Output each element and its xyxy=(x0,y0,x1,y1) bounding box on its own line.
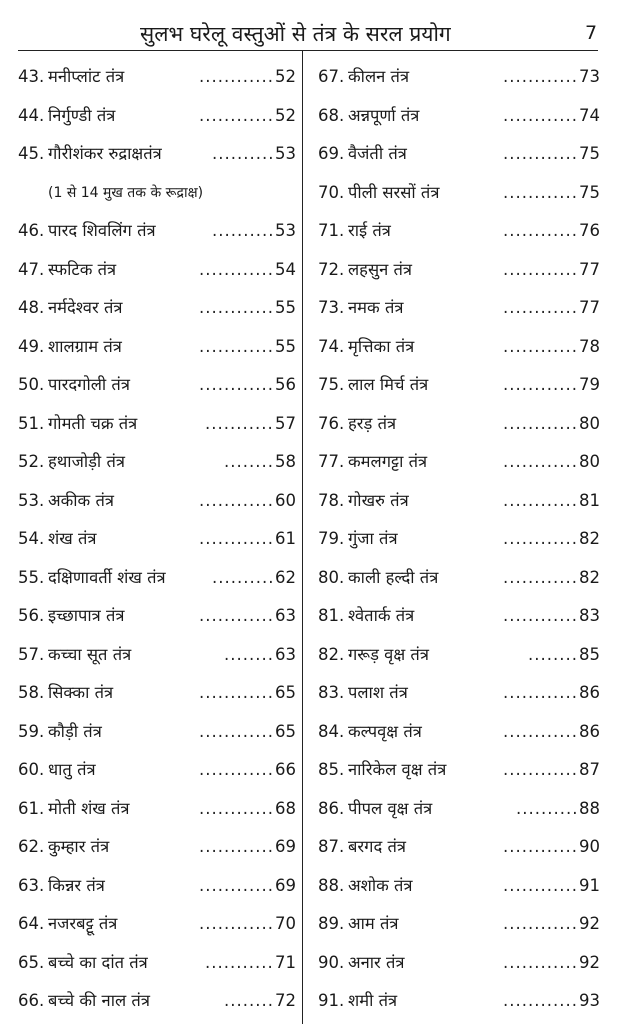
toc-entry xyxy=(18,636,296,675)
toc-entry-number: 78. xyxy=(318,490,345,510)
toc-entry-page: 80 xyxy=(579,413,600,433)
toc-entry xyxy=(18,289,296,328)
toc-entry xyxy=(318,520,600,559)
toc-leader-dots: ............ xyxy=(199,875,274,895)
toc-entry-number: 76. xyxy=(318,413,345,433)
toc-leader-dots: ............ xyxy=(503,952,578,972)
toc-entry-number: 85. xyxy=(318,760,345,779)
toc-entry-title: कीलन तंत्र xyxy=(348,67,410,86)
toc-entry xyxy=(18,828,296,867)
toc-entry-page: 54 xyxy=(275,259,296,279)
toc-leader-dots: ............ xyxy=(503,144,578,163)
toc-entry-page: 69 xyxy=(275,875,296,895)
toc-leader-dots: ............ xyxy=(199,259,274,279)
toc-entry-page: 52 xyxy=(275,67,296,86)
toc-entry-number: 90. xyxy=(318,952,345,972)
toc-entry xyxy=(318,636,600,675)
toc-leader-dots: ............ xyxy=(199,683,274,702)
header-rule xyxy=(18,50,598,51)
toc-entry-page: 93 xyxy=(579,991,600,1010)
toc-leader-dots: ........ xyxy=(224,452,274,471)
toc-entry-title: लहसुन तंत्र xyxy=(348,259,413,279)
toc-entry xyxy=(318,674,600,713)
toc-entry-page: 53 xyxy=(275,144,296,163)
toc-entry-number: 49. xyxy=(18,336,45,356)
toc-entry-page: 92 xyxy=(579,952,600,972)
toc-entry-title: गौरीशंकर रुद्राक्षतंत्र xyxy=(48,144,162,163)
toc-right-column xyxy=(318,58,600,1021)
toc-entry xyxy=(18,482,296,521)
toc-entry-title: मोती शंख तंत्र xyxy=(48,798,130,818)
toc-entry-number: 86. xyxy=(318,798,345,818)
toc-entry-page: 73 xyxy=(579,67,600,86)
toc-entry xyxy=(318,597,600,636)
toc-entry-number: 47. xyxy=(18,259,45,279)
toc-leader-dots: ............ xyxy=(503,606,578,625)
toc-entry-title: नर्मदेश्वर तंत्र xyxy=(48,298,123,317)
toc-entry-page: 66 xyxy=(275,760,296,779)
toc-entry-page: 68 xyxy=(275,798,296,818)
toc-entry-number: 75. xyxy=(318,375,345,394)
toc-entry-title: पारदगोली तंत्र xyxy=(48,375,130,394)
toc-entry xyxy=(318,289,600,328)
toc-leader-dots: ............ xyxy=(199,798,274,818)
toc-entry-number: 84. xyxy=(318,721,345,741)
toc-entry-number: 46. xyxy=(18,221,45,240)
toc-entry-page: 53 xyxy=(275,221,296,240)
toc-entry-number: 45. xyxy=(18,144,45,163)
toc-entry-page: 82 xyxy=(579,529,600,548)
toc-entry xyxy=(318,251,600,290)
toc-entry xyxy=(318,905,600,944)
toc-note xyxy=(18,174,296,213)
toc-leader-dots: ............ xyxy=(503,105,578,125)
toc-entry-title: अन्नपूर्णा तंत्र xyxy=(348,105,420,125)
toc-entry-page: 91 xyxy=(579,875,600,895)
toc-leader-dots: ............ xyxy=(199,490,274,510)
toc-entry-title: हरड़ तंत्र xyxy=(348,413,397,433)
toc-entry-number: 70. xyxy=(318,182,345,202)
toc-leader-dots: ............ xyxy=(199,67,274,86)
toc-entry-number: 81. xyxy=(318,606,345,625)
toc-entry-title: हथाजोड़ी तंत्र xyxy=(48,452,125,471)
toc-entry-page: 86 xyxy=(579,721,600,741)
toc-leader-dots: ............ xyxy=(503,375,578,394)
toc-entry-number: 55. xyxy=(18,567,45,587)
toc-leader-dots: ............ xyxy=(503,991,578,1010)
toc-note-text: (1 से 14 मुख तक के रूद्राक्ष) xyxy=(48,184,204,201)
toc-entry-page: 52 xyxy=(275,105,296,125)
toc-entry-page: 57 xyxy=(275,413,296,433)
toc-entry xyxy=(18,97,296,136)
toc-leader-dots: ............ xyxy=(503,529,578,548)
toc-entry-title: गुंजा तंत्र xyxy=(348,529,398,548)
toc-entry xyxy=(18,982,296,1021)
toc-leader-dots: .......... xyxy=(212,144,275,163)
toc-entry-title: गरूड़ वृक्ष तंत्र xyxy=(348,644,429,664)
toc-entry-number: 82. xyxy=(318,644,345,664)
toc-entry-title: पारद शिवलिंग तंत्र xyxy=(48,221,156,240)
toc-entry xyxy=(318,867,600,906)
toc-entry-number: 54. xyxy=(18,529,45,548)
toc-entry-page: 81 xyxy=(579,490,600,510)
toc-entry-title: पीली सरसों तंत्र xyxy=(348,182,440,202)
toc-entry-title: अकीक तंत्र xyxy=(48,490,114,510)
toc-entry-title: दक्षिणावर्ती शंख तंत्र xyxy=(48,567,166,587)
toc-entry xyxy=(318,751,600,790)
toc-entry-page: 87 xyxy=(579,760,600,779)
toc-entry-number: 72. xyxy=(318,259,345,279)
toc-leader-dots: ............ xyxy=(503,413,578,433)
toc-entry-number: 89. xyxy=(318,914,345,933)
toc-entry xyxy=(318,135,600,174)
toc-entry-title: कच्चा सूत तंत्र xyxy=(48,644,132,664)
toc-entry-page: 60 xyxy=(275,490,296,510)
toc-entry-number: 87. xyxy=(318,837,345,856)
toc-leader-dots: ............ xyxy=(199,105,274,125)
toc-leader-dots: .......... xyxy=(212,221,275,240)
toc-entry-number: 83. xyxy=(318,683,345,702)
toc-leader-dots: ............ xyxy=(503,914,578,933)
toc-entry-title: किन्नर तंत्र xyxy=(48,875,105,895)
toc-entry-title: इच्छापात्र तंत्र xyxy=(48,606,125,625)
toc-entry xyxy=(18,944,296,983)
toc-entry-number: 80. xyxy=(318,567,345,587)
toc-entry-page: 79 xyxy=(579,375,600,394)
toc-entry-title: मृत्तिका तंत्र xyxy=(348,336,415,356)
toc-entry-title: शालग्राम तंत्र xyxy=(48,336,122,356)
toc-entry-number: 58. xyxy=(18,683,45,702)
toc-leader-dots: ............ xyxy=(199,721,274,741)
toc-leader-dots: ........ xyxy=(528,644,578,664)
toc-entry-title: नमक तंत्र xyxy=(348,298,404,317)
toc-entry-title: कुम्हार तंत्र xyxy=(48,837,110,856)
toc-entry-title: श्वेतार्क तंत्र xyxy=(348,606,415,625)
toc-entry-page: 76 xyxy=(579,221,600,240)
toc-entry-number: 74. xyxy=(318,336,345,356)
toc-entry-number: 61. xyxy=(18,798,45,818)
toc-entry xyxy=(18,597,296,636)
toc-entry-number: 48. xyxy=(18,298,45,317)
toc-entry xyxy=(318,944,600,983)
toc-leader-dots: ........... xyxy=(205,952,274,972)
toc-entry-number: 63. xyxy=(18,875,45,895)
toc-entry xyxy=(318,328,600,367)
toc-left-column xyxy=(18,58,296,1021)
toc-leader-dots: ............ xyxy=(199,837,274,856)
toc-leader-dots: ............ xyxy=(503,259,578,279)
toc-leader-dots: ............ xyxy=(199,298,274,317)
toc-entry xyxy=(318,790,600,829)
toc-entry xyxy=(318,212,600,251)
toc-entry-page: 80 xyxy=(579,452,600,471)
toc-entry-number: 52. xyxy=(18,452,45,471)
toc-entry-number: 68. xyxy=(318,105,345,125)
toc-entry-page: 69 xyxy=(275,837,296,856)
toc-entry-page: 55 xyxy=(275,336,296,356)
toc-entry xyxy=(18,674,296,713)
toc-leader-dots: ............ xyxy=(503,837,578,856)
toc-leader-dots: ........ xyxy=(224,644,274,664)
toc-entry xyxy=(318,58,600,97)
column-divider xyxy=(302,51,303,1024)
toc-entry-title: धातु तंत्र xyxy=(48,760,96,779)
toc-entry-number: 57. xyxy=(18,644,45,664)
toc-leader-dots: ............ xyxy=(503,721,578,741)
toc-entry-page: 85 xyxy=(579,644,600,664)
toc-entry xyxy=(18,58,296,97)
toc-entry-title: कौड़ी तंत्र xyxy=(48,721,102,741)
toc-entry xyxy=(18,751,296,790)
toc-leader-dots: ............ xyxy=(503,760,578,779)
toc-entry xyxy=(18,905,296,944)
toc-entry-page: 74 xyxy=(579,105,600,125)
toc-entry-title: काली हल्दी तंत्र xyxy=(348,567,439,587)
toc-leader-dots: ............ xyxy=(199,914,274,933)
toc-entry-page: 61 xyxy=(275,529,296,548)
toc-leader-dots: ............ xyxy=(503,182,578,202)
toc-entry xyxy=(318,482,600,521)
page-header xyxy=(0,0,617,48)
toc-entry-title: वैजंती तंत्र xyxy=(348,144,407,163)
toc-entry-number: 64. xyxy=(18,914,45,933)
toc-entry xyxy=(18,443,296,482)
toc-entry-page: 56 xyxy=(275,375,296,394)
toc-entry-number: 91. xyxy=(318,991,345,1010)
toc-entry xyxy=(18,713,296,752)
toc-entry-page: 82 xyxy=(579,567,600,587)
toc-entry xyxy=(18,251,296,290)
toc-entry xyxy=(318,559,600,598)
toc-entry-title: अशोक तंत्र xyxy=(348,875,413,895)
toc-entry xyxy=(18,212,296,251)
toc-entry-page: 92 xyxy=(579,914,600,933)
toc-entry-title: सिक्का तंत्र xyxy=(48,683,114,702)
toc-entry-page: 75 xyxy=(579,144,600,163)
toc-entry-title: गोखरु तंत्र xyxy=(348,490,409,510)
toc-entry-page: 65 xyxy=(275,683,296,702)
toc-entry-number: 88. xyxy=(318,875,345,895)
toc-entry-page: 78 xyxy=(579,336,600,356)
toc-entry-title: कल्पवृक्ष तंत्र xyxy=(348,721,422,741)
toc-entry-page: 77 xyxy=(579,298,600,317)
toc-entry-number: 50. xyxy=(18,375,45,394)
page-number: 7 xyxy=(585,22,598,44)
toc-entry-title: मनीप्लांट तंत्र xyxy=(48,67,125,86)
toc-entry-title: स्फटिक तंत्र xyxy=(48,259,117,279)
toc-entry xyxy=(318,97,600,136)
toc-entry-number: 69. xyxy=(318,144,345,163)
toc-entry-page: 62 xyxy=(275,567,296,587)
toc-leader-dots: ............ xyxy=(503,567,578,587)
toc-entry-number: 77. xyxy=(318,452,345,471)
toc-entry-number: 67. xyxy=(318,67,345,86)
toc-entry xyxy=(318,405,600,444)
toc-entry-number: 43. xyxy=(18,67,45,86)
toc-entry-number: 73. xyxy=(318,298,345,317)
toc-entry-number: 59. xyxy=(18,721,45,741)
toc-entry xyxy=(318,713,600,752)
toc-entry-number: 62. xyxy=(18,837,45,856)
toc-entry xyxy=(18,790,296,829)
toc-entry-title: शंख तंत्र xyxy=(48,529,97,548)
toc-leader-dots: ............ xyxy=(199,336,274,356)
toc-entry-title: नारिकेल वृक्ष तंत्र xyxy=(348,760,447,779)
toc-entry-title: अनार तंत्र xyxy=(348,952,405,972)
toc-entry-number: 60. xyxy=(18,760,45,779)
toc-entry-title: शमी तंत्र xyxy=(348,991,398,1010)
toc-entry-page: 90 xyxy=(579,837,600,856)
toc-entry-page: 58 xyxy=(275,452,296,471)
toc-entry xyxy=(18,405,296,444)
toc-entry-page: 77 xyxy=(579,259,600,279)
toc-entry-page: 65 xyxy=(275,721,296,741)
toc-leader-dots: ............ xyxy=(503,490,578,510)
toc-entry xyxy=(318,366,600,405)
toc-entry xyxy=(18,520,296,559)
toc-leader-dots: .......... xyxy=(516,798,579,818)
toc-entry-title: नजरबट्टू तंत्र xyxy=(48,914,118,933)
toc-entry-page: 88 xyxy=(579,798,600,818)
toc-entry xyxy=(18,135,296,174)
running-title: सुलभ घरेलू वस्तुओं से तंत्र के सरल प्रयोग xyxy=(140,22,451,46)
toc-entry xyxy=(318,174,600,213)
toc-entry-title: बच्चे की नाल तंत्र xyxy=(48,991,150,1010)
toc-entry xyxy=(318,982,600,1021)
toc-entry xyxy=(318,443,600,482)
toc-leader-dots: ............ xyxy=(503,875,578,895)
toc-entry-page: 55 xyxy=(275,298,296,317)
toc-entry-title: पलाश तंत्र xyxy=(348,683,408,702)
toc-leader-dots: ............ xyxy=(503,683,578,702)
toc-entry-title: बच्चे का दांत तंत्र xyxy=(48,952,148,972)
toc-leader-dots: ........... xyxy=(205,413,274,433)
toc-leader-dots: ............ xyxy=(199,375,274,394)
toc-leader-dots: ............ xyxy=(503,221,578,240)
toc-entry-page: 63 xyxy=(275,644,296,664)
toc-entry-title: पीपल वृक्ष तंत्र xyxy=(348,798,433,818)
toc-entry-page: 70 xyxy=(275,914,296,933)
toc-entry-title: कमलगट्टा तंत्र xyxy=(348,452,428,471)
toc-leader-dots: ............ xyxy=(503,298,578,317)
toc-entry-page: 72 xyxy=(275,991,296,1010)
toc-entry-page: 75 xyxy=(579,182,600,202)
toc-entry xyxy=(318,828,600,867)
toc-leader-dots: .......... xyxy=(212,567,275,587)
toc-entry-number: 65. xyxy=(18,952,45,972)
toc-entry-title: राई तंत्र xyxy=(348,221,391,240)
toc-entry xyxy=(18,328,296,367)
toc-leader-dots: ........ xyxy=(224,991,274,1010)
toc-entry xyxy=(18,867,296,906)
toc-entry xyxy=(18,559,296,598)
toc-leader-dots: ............ xyxy=(199,760,274,779)
toc-entry-title: आम तंत्र xyxy=(348,914,399,933)
toc-entry xyxy=(18,366,296,405)
toc-entry-page: 86 xyxy=(579,683,600,702)
toc-entry-page: 83 xyxy=(579,606,600,625)
toc-entry-title: गोमती चक्र तंत्र xyxy=(48,413,138,433)
toc-entry-number: 51. xyxy=(18,413,45,433)
toc-entry-number: 71. xyxy=(318,221,345,240)
toc-leader-dots: ............ xyxy=(503,452,578,471)
toc-entry-title: बरगद तंत्र xyxy=(348,837,406,856)
toc-entry-title: निर्गुण्डी तंत्र xyxy=(48,105,116,125)
toc-leader-dots: ............ xyxy=(199,606,274,625)
toc-leader-dots: ............ xyxy=(503,336,578,356)
toc-entry-number: 53. xyxy=(18,490,45,510)
toc-entry-number: 66. xyxy=(18,991,45,1010)
toc-entry-number: 79. xyxy=(318,529,345,548)
toc-leader-dots: ............ xyxy=(503,67,578,86)
toc-entry-number: 56. xyxy=(18,606,45,625)
toc-leader-dots: ............ xyxy=(199,529,274,548)
toc-entry-number: 44. xyxy=(18,105,45,125)
toc-entry-page: 63 xyxy=(275,606,296,625)
toc-entry-page: 71 xyxy=(275,952,296,972)
toc-entry-title: लाल मिर्च तंत्र xyxy=(348,375,429,394)
